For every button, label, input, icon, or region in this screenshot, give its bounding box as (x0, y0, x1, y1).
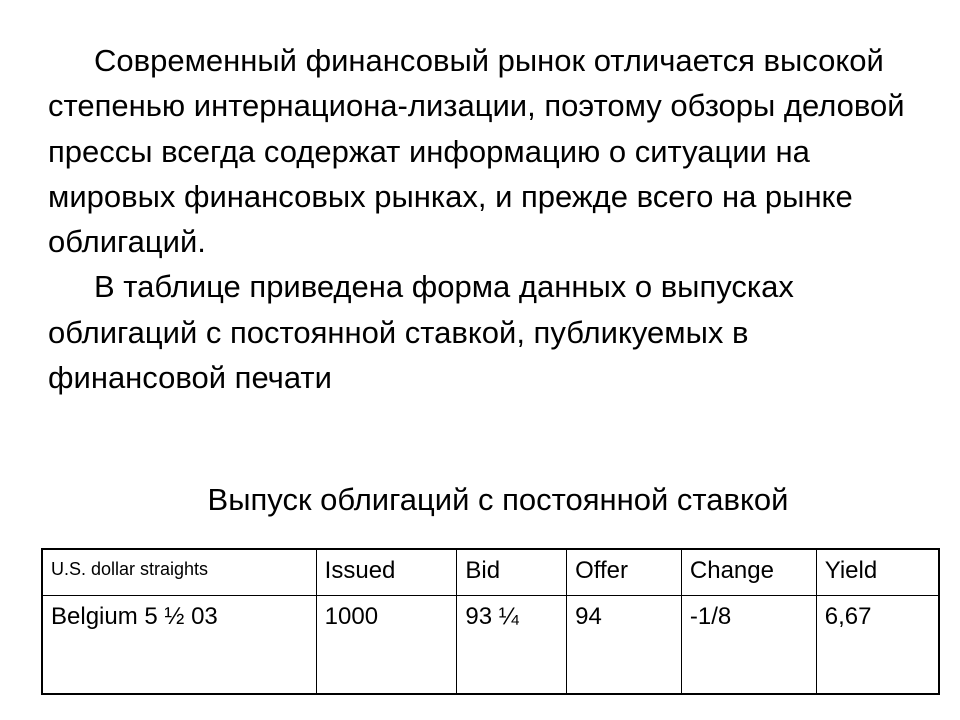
header-cell-straights: U.S. dollar straights (42, 549, 316, 596)
intro-text (48, 38, 928, 400)
header-cell-issued: Issued (316, 549, 457, 596)
bond-table (41, 548, 940, 695)
cell-change: -1/8 (681, 596, 816, 695)
table-row (42, 596, 939, 695)
header-cell-offer: Offer (567, 549, 682, 596)
header-cell-change: Change (681, 549, 816, 596)
cell-bid: 93 ¼ (457, 596, 567, 695)
header-cell-bid: Bid (457, 549, 567, 596)
paragraph-table-description: В таблице приведена форма данных о выпусках облигаций с постоянной ставкой, публикуемых в финансовой печати (48, 269, 794, 396)
cell-yield: 6,67 (816, 596, 939, 695)
header-cell-yield: Yield (816, 549, 939, 596)
table-title: Выпуск облигаций с постоянной ставкой (207, 482, 789, 517)
cell-issuer: Belgium 5 ½ 03 (42, 596, 316, 695)
table-header-row (42, 549, 939, 596)
cell-offer: 94 (567, 596, 682, 695)
paragraph-market: Современный финансовый рынок отличается высокой степенью интернациона-лизации, поэтому обзоры деловой прессы всегда содержат информацию о ситуации на мировых финансовых рынках, и прежде всего на рынке облигаций. (48, 43, 905, 260)
cell-issued: 1000 (316, 596, 457, 695)
